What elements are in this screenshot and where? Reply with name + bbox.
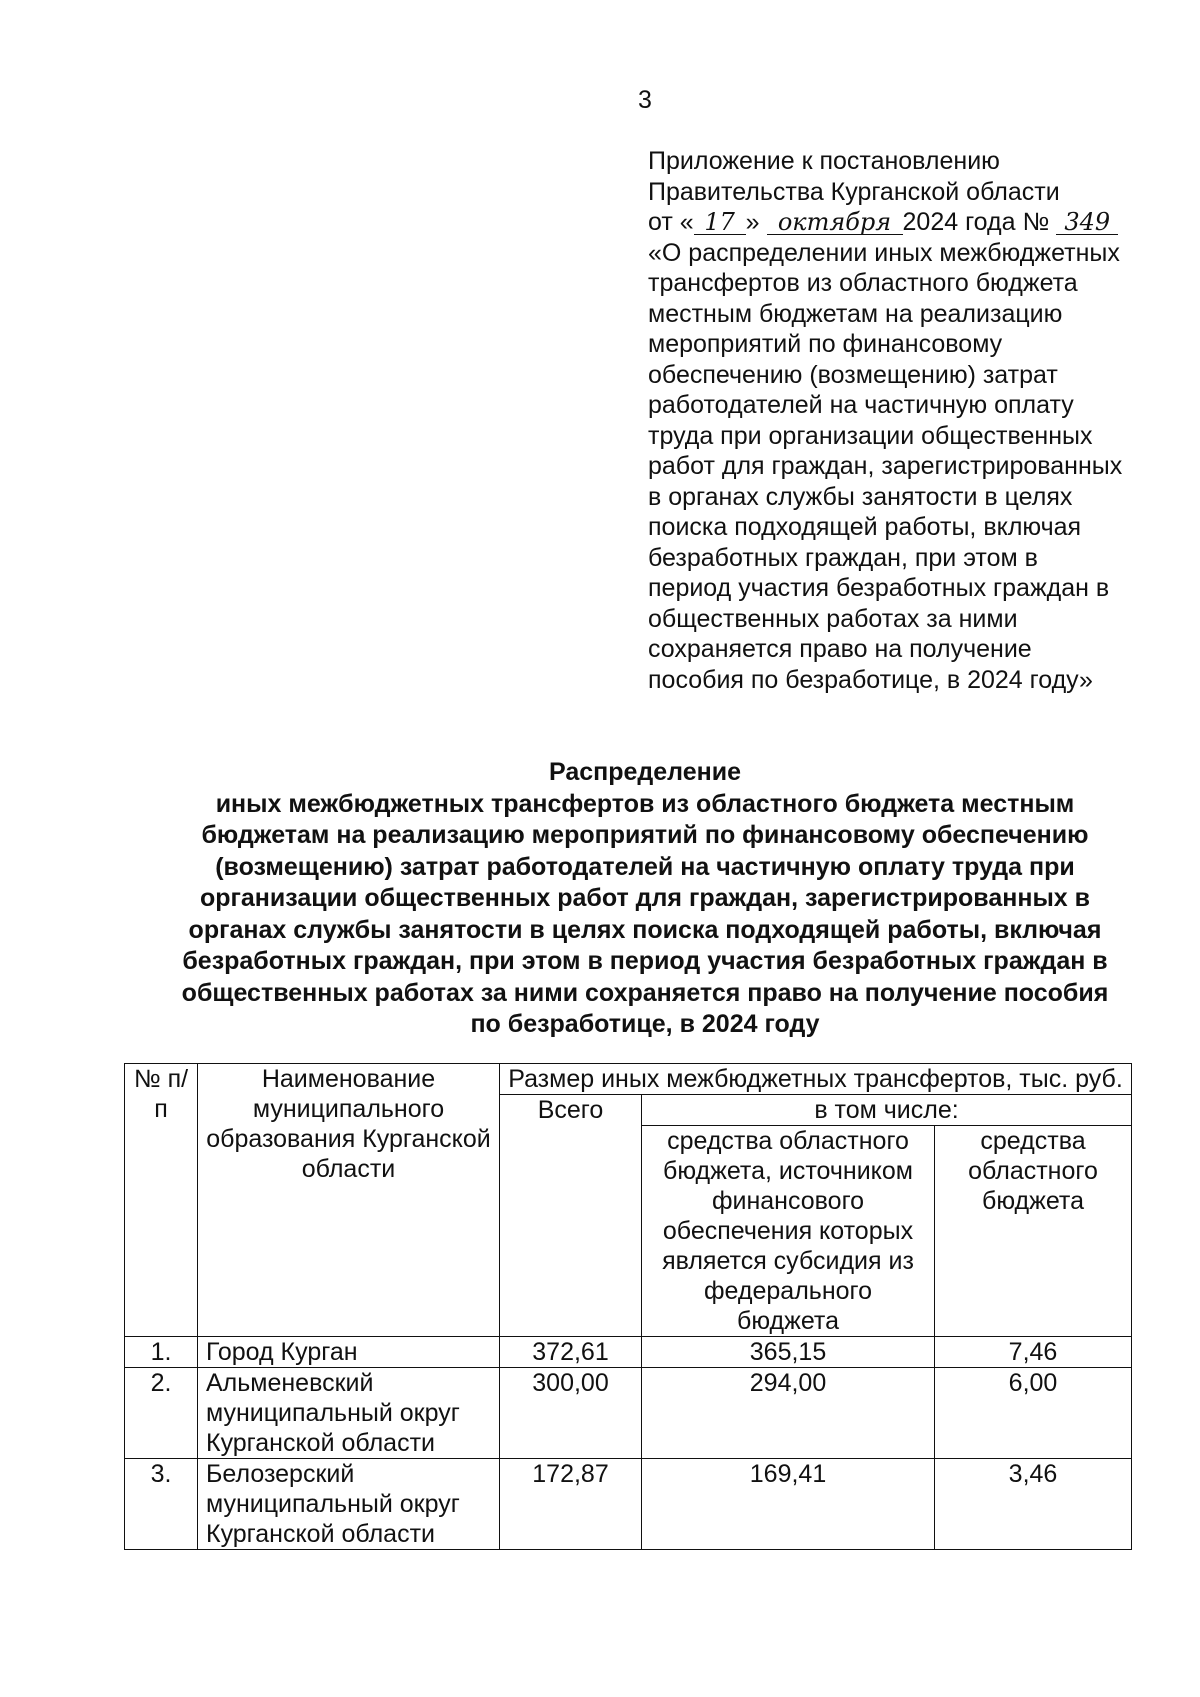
title-line: (возмещению) затрат работодателей на частичную оплату труда при bbox=[215, 852, 1075, 881]
row-regional: 7,46 bbox=[935, 1337, 1132, 1368]
year-part: 2024 года № bbox=[902, 208, 1050, 236]
appendix-subject-line: работ для граждан, зарегистрированных bbox=[648, 452, 1123, 480]
row-federal: 169,41 bbox=[642, 1459, 935, 1550]
table-row bbox=[125, 1459, 1132, 1550]
title-line: безработных граждан, при этом в период участия безработных граждан в bbox=[182, 947, 1108, 975]
header-number: № п/п bbox=[125, 1064, 198, 1337]
row-federal: 365,15 bbox=[642, 1337, 935, 1368]
appendix-line: Правительства Курганской области bbox=[648, 177, 1060, 206]
appendix-subject-line: местным бюджетам на реализацию bbox=[648, 299, 1063, 328]
row-regional: 6,00 bbox=[935, 1368, 1132, 1459]
appendix-date-line bbox=[648, 207, 1168, 238]
title-line: по безработице, в 2024 году bbox=[470, 1010, 820, 1038]
handwritten-day: 17 bbox=[694, 210, 746, 235]
appendix-subject-line: пособия по безработице, в 2024 году» bbox=[648, 665, 1093, 694]
appendix-subject-line: труда при организации общественных bbox=[648, 421, 1093, 450]
row-number: 2. bbox=[125, 1368, 198, 1459]
appendix-subject-line: обеспечению (возмещению) затрат bbox=[648, 360, 1058, 389]
title-line: Распределение bbox=[548, 758, 742, 786]
quote-close: » bbox=[745, 208, 760, 236]
page-number: 3 bbox=[638, 86, 652, 114]
handwritten-month: октября bbox=[767, 210, 903, 235]
appendix-subject-line: поиска подходящей работы, включая bbox=[648, 513, 1082, 541]
header-total: Всего bbox=[500, 1095, 642, 1337]
document-title bbox=[120, 757, 1170, 1041]
appendix-subject-line: общественных работах за ними bbox=[648, 604, 1018, 633]
row-regional: 3,46 bbox=[935, 1459, 1132, 1550]
from-prefix: от « bbox=[648, 208, 694, 236]
header-name: Наименование муниципального образования Курганской области bbox=[198, 1064, 500, 1337]
appendix-block bbox=[648, 146, 1168, 695]
appendix-subject-line: «О распределении иных межбюджетных bbox=[648, 238, 1120, 267]
row-total: 172,87 bbox=[500, 1459, 642, 1550]
title-line: иных межбюджетных трансфертов из областного бюджета местным bbox=[215, 789, 1075, 818]
handwritten-number: 349 bbox=[1056, 210, 1118, 235]
appendix-line: Приложение к постановлению bbox=[648, 147, 1000, 175]
row-federal: 294,00 bbox=[642, 1368, 935, 1459]
row-name: Белозерский муниципальный округ Курганской области bbox=[198, 1459, 500, 1550]
appendix-subject-line: период участия безработных граждан в bbox=[648, 574, 1110, 602]
table-row bbox=[125, 1368, 1132, 1459]
row-name: Альменевский муниципальный округ Курганской области bbox=[198, 1368, 500, 1459]
appendix-subject-line: безработных граждан, при этом в bbox=[648, 543, 1038, 572]
table-row bbox=[125, 1337, 1132, 1368]
header-including: в том числе: bbox=[642, 1095, 1132, 1126]
header-regional: средства областного бюджета bbox=[935, 1126, 1132, 1337]
appendix-subject-line: мероприятий по финансовому bbox=[648, 330, 1003, 358]
row-name: Город Курган bbox=[198, 1337, 500, 1368]
row-total: 300,00 bbox=[500, 1368, 642, 1459]
title-line: общественных работах за ними сохраняется право на получение пособия bbox=[181, 978, 1109, 1007]
distribution-table bbox=[124, 1063, 1132, 1550]
row-total: 372,61 bbox=[500, 1337, 642, 1368]
title-line: бюджетам на реализацию мероприятий по финансовому обеспечению bbox=[201, 821, 1089, 849]
row-number: 3. bbox=[125, 1459, 198, 1550]
header-size: Размер иных межбюджетных трансфертов, тыс. руб. bbox=[500, 1064, 1132, 1095]
appendix-subject-line: трансфертов из областного бюджета bbox=[648, 269, 1078, 297]
appendix-subject-line: работодателей на частичную оплату bbox=[648, 391, 1074, 419]
appendix-subject-line: в органах службы занятости в целях bbox=[648, 482, 1073, 511]
title-line: органах службы занятости в целях поиска подходящей работы, включая bbox=[188, 915, 1102, 944]
title-line: организации общественных работ для граждан, зарегистрированных в bbox=[199, 884, 1091, 912]
row-number: 1. bbox=[125, 1337, 198, 1368]
header-federal-subsidy: средства областного бюджета, источником финансового обеспечения которых является субсидия из федерального бюджета bbox=[642, 1126, 935, 1337]
appendix-subject-line: сохраняется право на получение bbox=[648, 635, 1032, 663]
